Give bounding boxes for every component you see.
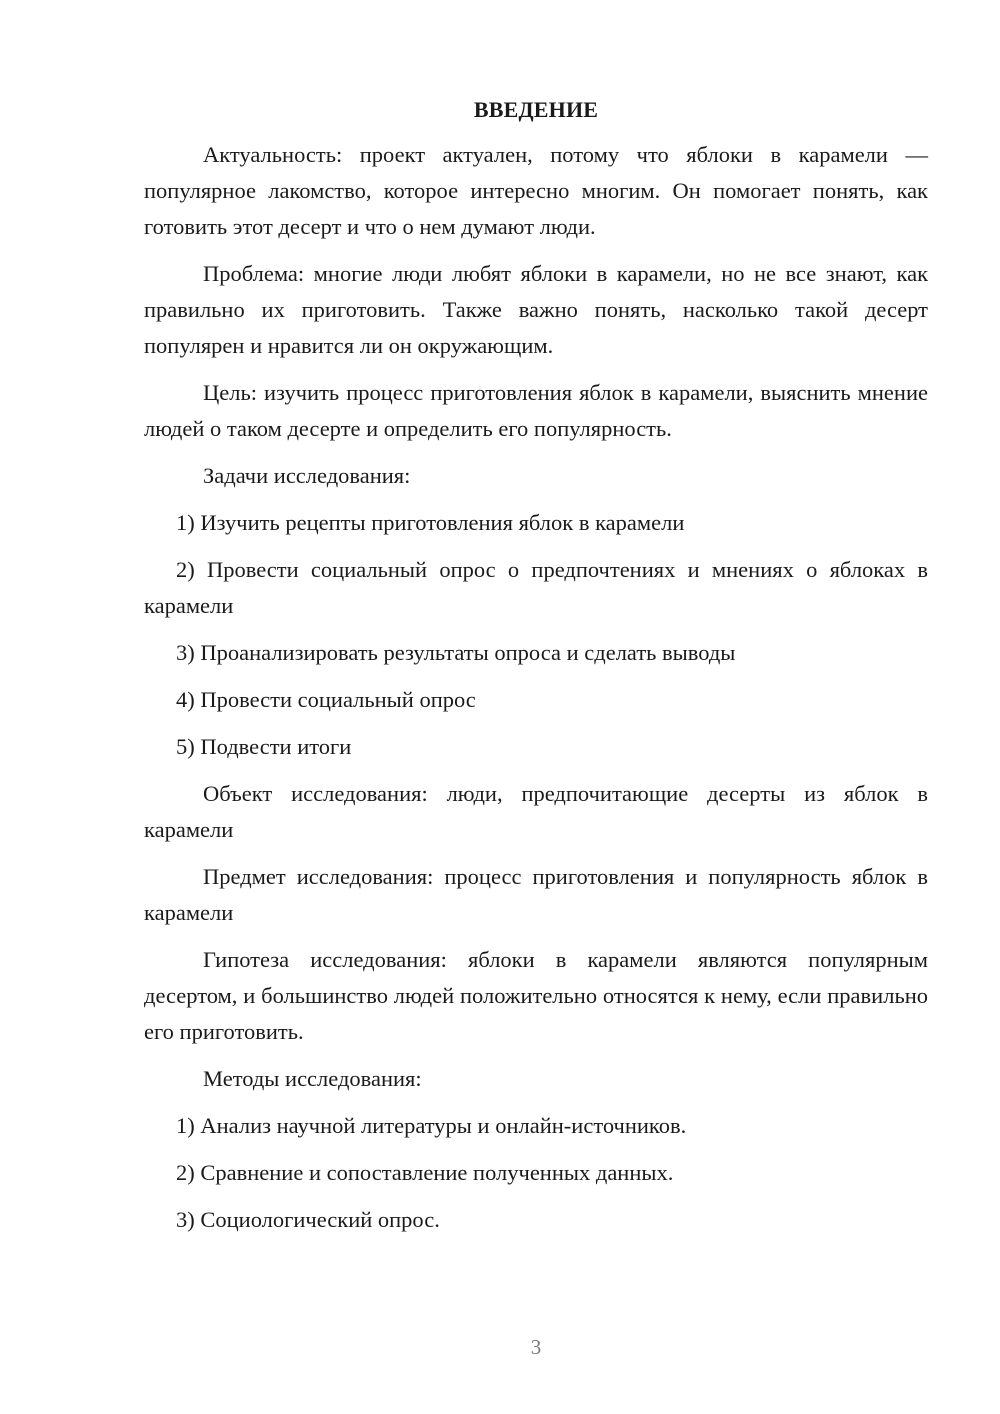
object-paragraph: Объект исследования: люди, предпочитающие десерты из яблок в карамели — [144, 781, 928, 842]
problem-paragraph: Проблема: многие люди любят яблоки в карамели, но не все знают, как правильно их приготовить. Также важно понять, насколько такой десерт популярен и нравится ли он окружающим. — [144, 261, 928, 358]
task-item-4: 4) Провести социальный опрос — [176, 687, 476, 712]
method-item-2: 2) Сравнение и сопоставление полученных данных. — [176, 1160, 674, 1185]
task-item-1: 1) Изучить рецепты приготовления яблок в карамели — [176, 510, 685, 535]
subject-paragraph: Предмет исследования: процесс приготовления и популярность яблок в карамели — [144, 864, 928, 925]
method-item-3: 3) Социологический опрос. — [176, 1207, 440, 1232]
relevance-paragraph: Актуальность: проект актуален, потому что яблоки в карамели — популярное лакомство, которое интересно многим. Он помогает понять, как готовить этот десерт и что о нем думают люди. — [144, 142, 928, 239]
section-heading: ВВЕДЕНИЕ — [473, 97, 599, 122]
page-number: 3 — [530, 1335, 542, 1359]
task-item-3: 3) Проанализировать результаты опроса и сделать выводы — [176, 640, 736, 665]
method-item-1: 1) Анализ научной литературы и онлайн-источников. — [176, 1113, 687, 1138]
methods-title: Методы исследования: — [203, 1066, 422, 1091]
tasks-title: Задачи исследования: — [203, 463, 411, 488]
task-item-2: 2) Провести социальный опрос о предпочтениях и мнениях о яблоках в карамели — [144, 557, 928, 618]
hypothesis-paragraph: Гипотеза исследования: яблоки в карамели являются популярным десертом, и большинство людей положительно относятся к нему, если правильно его приготовить. — [144, 947, 928, 1044]
goal-paragraph: Цель: изучить процесс приготовления яблок в карамели, выяснить мнение людей о таком десерте и определить его популярность. — [144, 380, 928, 441]
page-content — [144, 94, 928, 1249]
task-item-5: 5) Подвести итоги — [176, 734, 352, 759]
